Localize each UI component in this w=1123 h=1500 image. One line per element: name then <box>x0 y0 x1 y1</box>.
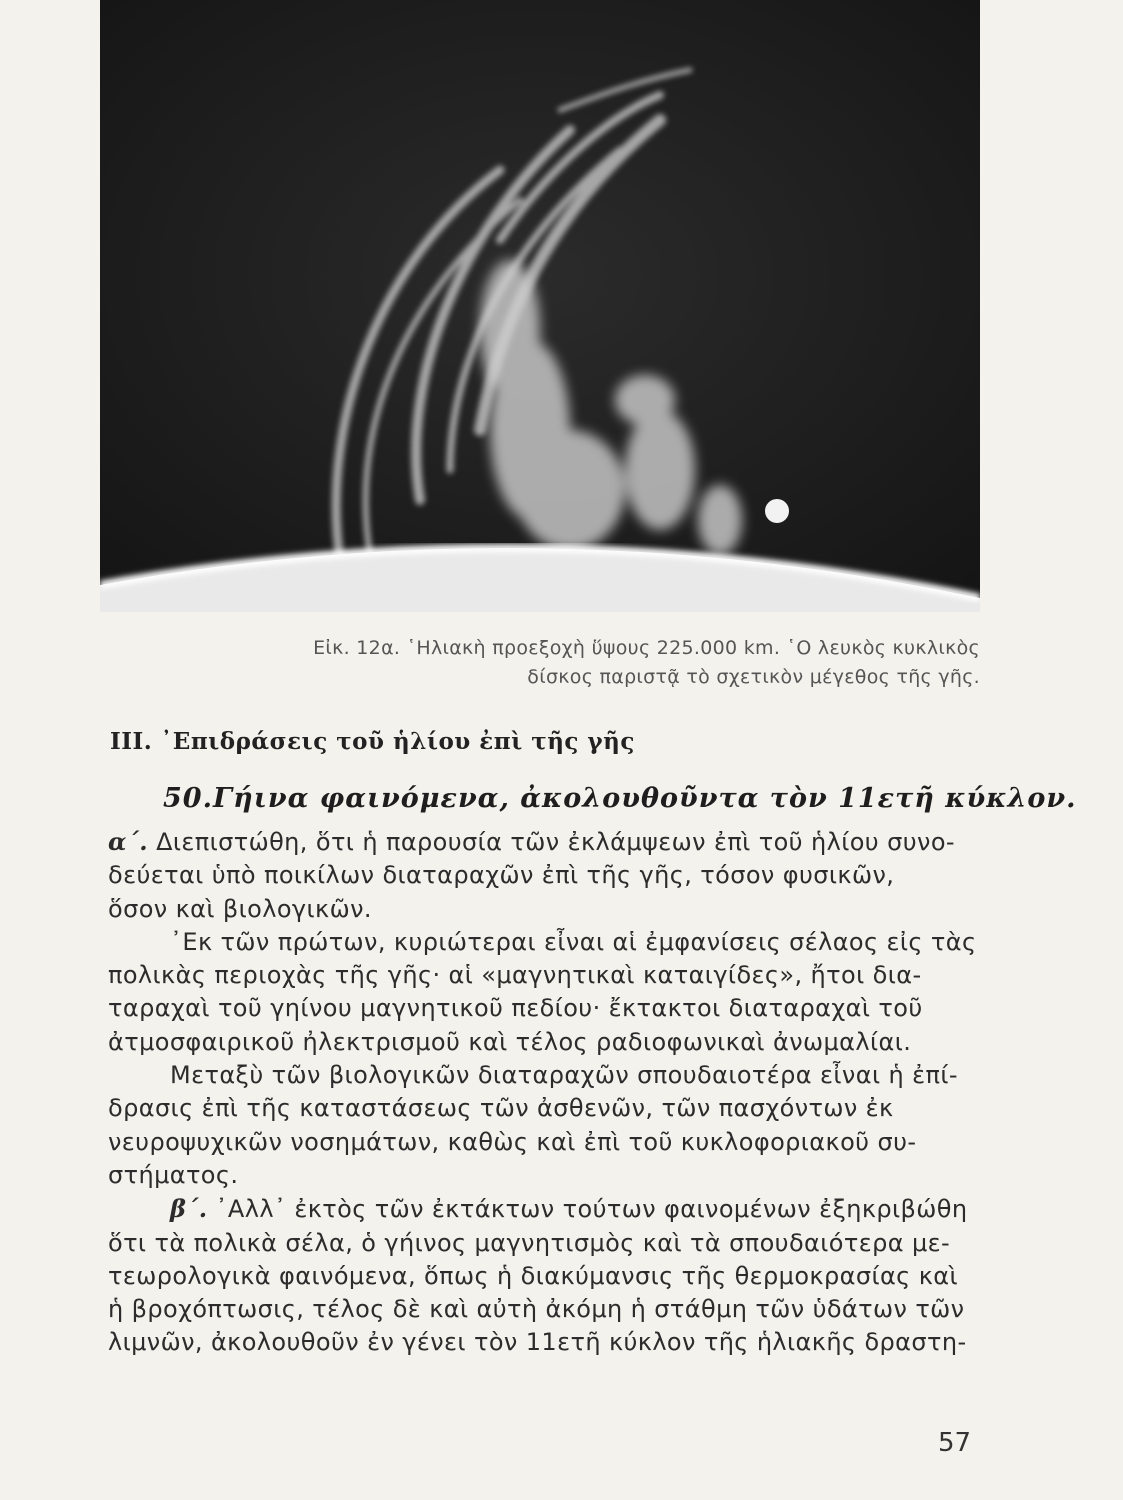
subsection-title: Γήινα φαινόμενα, ἀκολουθοῦντα τὸν 11ετῆ κύκλον. <box>212 783 1077 814</box>
solar-prominence-photo <box>100 0 980 612</box>
body-text <box>108 825 978 1360</box>
paragraph-label: α΄. <box>108 827 149 856</box>
section-heading: III. ᾿Επιδράσεις τοῦ ἡλίου ἐπὶ τῆς γῆς <box>110 728 635 755</box>
page-number: 57 <box>938 1428 972 1458</box>
text-line: ὅσον καὶ βιολογικῶν. <box>108 894 372 923</box>
text-line: στήματος. <box>108 1160 239 1189</box>
subsection-number: 50. <box>163 783 213 814</box>
text-line: β΄. ᾿Αλλ᾿ ἐκτὸς τῶν ἐκτάκτων τούτων φαινομένων ἐξηκριβώθη <box>170 1194 968 1224</box>
paragraph-2 <box>108 926 978 1059</box>
text-line: δρασις ἐπὶ τῆς καταστάσεως τῶν ἀσθενῶν, τῶν πασχόντων ἐκ <box>108 1094 894 1123</box>
text-line: ταραχαὶ τοῦ γηίνου μαγνητικοῦ πεδίου· ἔκτακτοι διαταραχαὶ τοῦ <box>108 994 923 1023</box>
caption-line-1: Εἰκ. 12α. ῾Ηλιακὴ προεξοχὴ ὕψους 225.000 km. ῾Ο λευκὸς κυκλικὸς <box>313 637 980 659</box>
paragraph-b <box>108 1192 978 1359</box>
text-line: ὅτι τὰ πολικὰ σέλα, ὁ γήινος μαγνητισμὸς καὶ τὰ σπουδαιότερα με- <box>108 1228 951 1257</box>
text-line: ἡ βροχόπτωσις, τέλος δὲ καὶ αὐτὴ ἀκόμη ἡ στάθμη τῶν ὑδάτων τῶν <box>108 1295 965 1324</box>
paragraph-3 <box>108 1059 978 1192</box>
paragraph-a <box>108 825 978 926</box>
text-line: Μεταξὺ τῶν βιολογικῶν διαταραχῶν σπουδαιοτέρα εἶναι ἡ ἐπί- <box>170 1061 958 1090</box>
text-line: α΄. Διεπιστώθη, ὅτι ἡ παρουσία τῶν ἐκλάμψεων ἐπὶ τοῦ ἡλίου συνο- <box>108 827 955 856</box>
text-line: δεύεται ὑπὸ ποικίλων διαταραχῶν ἐπὶ τῆς γῆς, τόσον φυσικῶν, <box>108 861 895 890</box>
text-line: λιμνῶν, ἀκολουθοῦν ἐν γένει τὸν 11ετῆ κύκλον τῆς ἡλιακῆς δραστη- <box>108 1328 967 1357</box>
figure-caption <box>250 634 980 692</box>
text-line: νευροψυχικῶν νοσημάτων, καθὼς καὶ ἐπὶ τοῦ κυκλοφοριακοῦ συ- <box>108 1127 917 1156</box>
caption-line-2: δίσκος παριστᾷ τὸ σχετικὸν μέγεθος τῆς γῆς. <box>527 666 980 688</box>
solar-prominence-image <box>100 0 980 612</box>
text-line: τεωρολογικὰ φαινόμενα, ὅπως ἡ διακύμανσις τῆς θερμοκρασίας καὶ <box>108 1261 958 1290</box>
paragraph-label: β΄. <box>170 1194 208 1224</box>
text-line: πολικὰς περιοχὰς τῆς γῆς· αἱ «μαγνητικαὶ καταιγίδες», ἤτοι δια- <box>108 961 922 990</box>
subsection-heading <box>163 783 1077 814</box>
text-line: ἀτμοσφαιρικοῦ ἠλεκτρισμοῦ καὶ τέλος ραδιοφωνικαὶ ἀνωμαλίαι. <box>108 1027 912 1056</box>
earth-size-disk <box>765 499 789 523</box>
text-line: ᾿Εκ τῶν πρώτων, κυριώτεραι εἶναι αἱ ἐμφανίσεις σέλαος εἰς τὰς <box>170 927 977 956</box>
